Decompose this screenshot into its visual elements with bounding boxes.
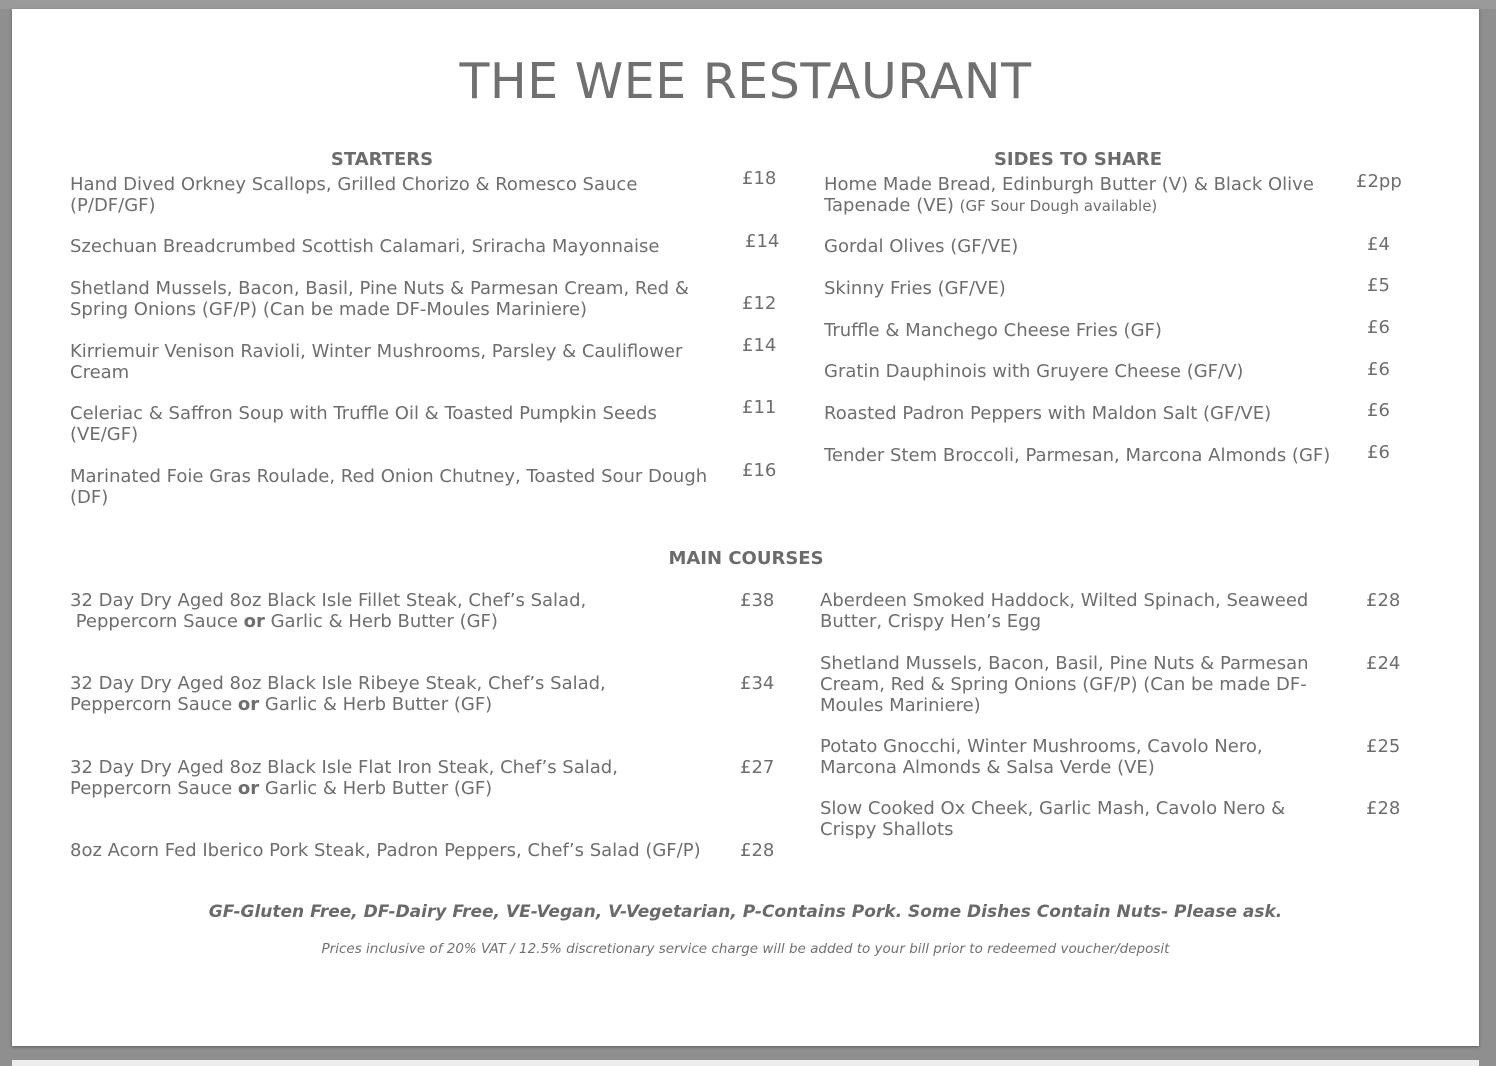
- starter-price-4: £14: [742, 335, 777, 356]
- starter-item-2-line1: Szechuan Breadcrumbed Scottish Calamari, Sriracha Mayonnaise: [70, 236, 660, 257]
- main-left-item-1-butter: Garlic & Herb Butter (GF): [264, 611, 498, 632]
- main-right-item-4-line1: Slow Cooked Ox Cheek, Garlic Mash, Cavolo Nero &: [820, 798, 1286, 819]
- main-left-item-1-line2: [70, 611, 586, 632]
- main-right-item-3: [820, 736, 1263, 778]
- side-item-7: Tender Stem Broccoli, Parmesan, Marcona Almonds (GF): [824, 445, 1331, 466]
- starter-item-6-line2: (DF): [70, 487, 109, 508]
- viewer-top-bar: [0, 0, 1496, 9]
- starter-price-6: £16: [742, 460, 777, 481]
- starter-item-3-line2: Spring Onions (GF/P) (Can be made DF-Moules Mariniere): [70, 299, 588, 320]
- main-right-item-2-line1: Shetland Mussels, Bacon, Basil, Pine Nuts & Parmesan: [820, 653, 1309, 674]
- side-price-2: £4: [1367, 234, 1390, 255]
- starter-item-6-line1: Marinated Foie Gras Roulade, Red Onion Chutney, Toasted Sour Dough: [70, 466, 708, 487]
- main-left-item-1: [70, 590, 586, 632]
- main-left-item-3-sauce: Peppercorn Sauce: [70, 778, 238, 799]
- side-price-5: £6: [1367, 359, 1390, 380]
- starter-item-3: [70, 278, 689, 320]
- side-price-6: £6: [1367, 400, 1390, 421]
- main-left-item-1-or: or: [243, 611, 265, 632]
- side-price-7: £6: [1367, 442, 1390, 463]
- side-price-4: £6: [1367, 317, 1390, 338]
- starter-price-5: £11: [742, 397, 777, 418]
- side-item-1-note: (GF Sour Dough available): [959, 197, 1158, 215]
- starter-item-1-line1: Hand Dived Orkney Scallops, Grilled Chorizo & Romesco Sauce: [70, 174, 638, 195]
- vat-note: Prices inclusive of 20% VAT / 12.5% discretionary service charge will be added to your bill prior to redeemed voucher/deposit: [321, 941, 1170, 957]
- menu-page: [12, 9, 1479, 1046]
- main-right-item-2-line2: Cream, Red & Spring Onions (GF/P) (Can be made DF-: [820, 674, 1307, 695]
- mains-heading: MAIN COURSES: [668, 548, 824, 569]
- main-left-item-2-line2: [70, 694, 606, 715]
- main-left-price-3: £27: [740, 757, 775, 778]
- main-left-item-2: [70, 673, 606, 715]
- main-left-item-2-or: or: [237, 694, 260, 715]
- side-item-6: Roasted Padron Peppers with Maldon Salt (GF/VE): [824, 403, 1272, 424]
- main-right-item-4: [820, 798, 1285, 840]
- main-left-item-2-line1: 32 Day Dry Aged 8oz Black Isle Ribeye Steak, Chef’s Salad,: [70, 673, 606, 694]
- page-title: THE WEE RESTAURANT: [459, 53, 1032, 110]
- main-right-item-2-line3: Moules Mariniere): [820, 695, 981, 716]
- main-right-item-4-line2: Crispy Shallots: [820, 819, 954, 840]
- side-item-1-line2: [824, 195, 1314, 217]
- starter-price-3: £12: [742, 293, 777, 314]
- side-item-3: Skinny Fries (GF/VE): [824, 278, 1006, 299]
- main-left-item-2-sauce: Peppercorn Sauce: [70, 694, 238, 715]
- side-item-2: Gordal Olives (GF/VE): [824, 236, 1019, 257]
- side-item-1-line1: Home Made Bread, Edinburgh Butter (V) & Black Olive: [824, 174, 1314, 195]
- starter-item-5-line1: Celeriac & Saffron Soup with Truffle Oil & Toasted Pumpkin Seeds: [70, 403, 657, 424]
- main-right-item-1-line1: Aberdeen Smoked Haddock, Wilted Spinach, Seaweed: [820, 590, 1309, 611]
- main-left-item-1-sauce: Peppercorn Sauce: [70, 611, 244, 632]
- main-right-price-3: £25: [1366, 736, 1401, 757]
- starter-price-2: £14: [745, 231, 780, 252]
- side-item-1-line2-text: Tapenade (VE): [824, 195, 954, 216]
- dietary-legend: GF-Gluten Free, DF-Dairy Free, VE-Vegan, V-Vegetarian, P-Contains Pork. Some Dishes Contain Nuts- Please ask.: [208, 902, 1283, 922]
- viewer-bottom-strip: [12, 1060, 1479, 1066]
- main-right-item-2: [820, 653, 1309, 716]
- main-left-item-3-line1: 32 Day Dry Aged 8oz Black Isle Flat Iron Steak, Chef’s Salad,: [70, 757, 618, 778]
- main-left-item-3-line2: [70, 778, 618, 799]
- main-right-item-1: [820, 590, 1308, 632]
- main-left-item-4: 8oz Acorn Fed Iberico Pork Steak, Padron Peppers, Chef’s Salad (GF/P): [70, 840, 701, 861]
- side-price-3: £5: [1367, 275, 1390, 296]
- starter-item-3-line1: Shetland Mussels, Bacon, Basil, Pine Nuts & Parmesan Cream, Red &: [70, 278, 689, 299]
- main-right-price-1: £28: [1366, 590, 1401, 611]
- side-item-1: [824, 174, 1314, 217]
- sides-heading: SIDES TO SHARE: [993, 149, 1163, 170]
- main-right-item-3-line2: Marcona Almonds & Salsa Verde (VE): [820, 757, 1155, 778]
- starter-item-1-line2: (P/DF/GF): [70, 195, 156, 216]
- starter-item-4: [70, 341, 682, 383]
- main-left-price-2: £34: [740, 673, 775, 694]
- starter-item-6: [70, 466, 707, 508]
- starter-item-4-line2: Cream: [70, 362, 130, 383]
- starter-item-1: [70, 174, 637, 216]
- main-left-item-3: [70, 757, 618, 799]
- side-price-1: £2pp: [1356, 171, 1402, 192]
- side-item-5: Gratin Dauphinois with Gruyere Cheese (GF/V): [824, 361, 1244, 382]
- starter-item-4-line1: Kirriemuir Venison Ravioli, Winter Mushrooms, Parsley & Cauliflower: [70, 341, 683, 362]
- main-left-item-1-line1: 32 Day Dry Aged 8oz Black Isle Fillet Steak, Chef’s Salad,: [70, 590, 587, 611]
- main-left-price-1: £38: [740, 590, 775, 611]
- starters-heading: STARTERS: [330, 149, 434, 170]
- main-left-item-2-butter: Garlic & Herb Butter (GF): [259, 694, 493, 715]
- starter-item-5: [70, 403, 657, 445]
- starter-price-1: £18: [742, 168, 777, 189]
- main-right-price-2: £24: [1366, 653, 1401, 674]
- main-right-item-1-line2: Butter, Crispy Hen’s Egg: [820, 611, 1042, 632]
- side-item-4: Truffle & Manchego Cheese Fries (GF): [824, 320, 1162, 341]
- starter-item-5-line2: (VE/GF): [70, 424, 139, 445]
- main-left-item-3-butter: Garlic & Herb Butter (GF): [259, 778, 493, 799]
- main-right-item-3-line1: Potato Gnocchi, Winter Mushrooms, Cavolo Nero,: [820, 736, 1263, 757]
- main-left-price-4: £28: [740, 840, 775, 861]
- starter-item-2: [70, 236, 659, 257]
- main-left-item-3-or: or: [237, 778, 260, 799]
- main-right-price-4: £28: [1366, 798, 1401, 819]
